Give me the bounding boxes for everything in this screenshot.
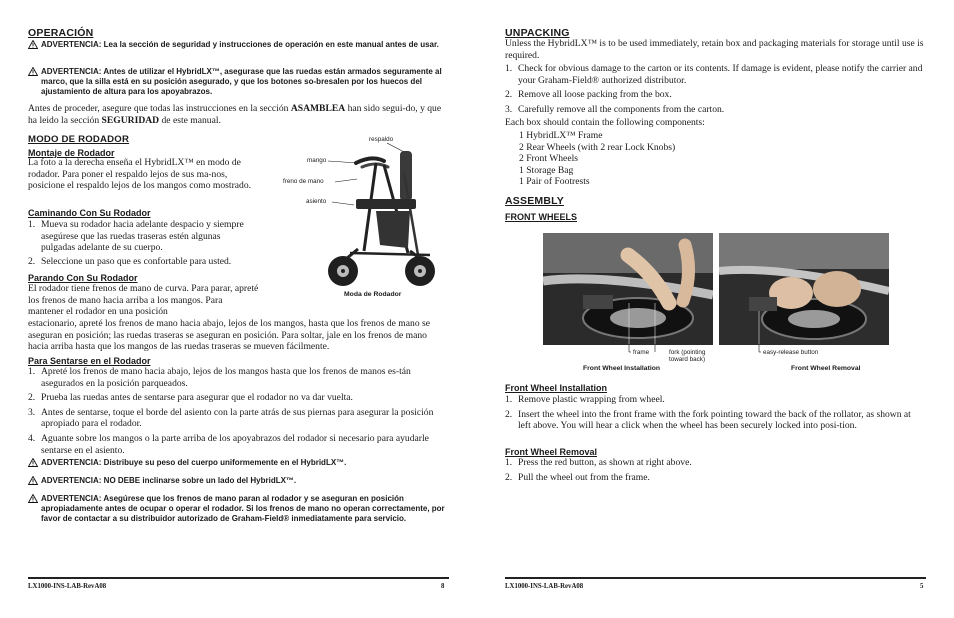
warning-1: ADVERTENCIA: Lea la sección de seguridad y instrucciones de operación en este manual antes de usar. bbox=[28, 40, 448, 50]
warning-2: ADVERTENCIA: Antes de utilizar el HybridLX™, asegurase que las ruedas están armados seguramente al marco, que la silla está en su posición asegurado, y que los botones so-bresalen por los huecos del ajustamiento de altura para los apoyabrazos. bbox=[28, 67, 448, 97]
list-item: 2. Remove all loose packing from the box. bbox=[505, 89, 672, 101]
footer-doc-id: LX1000-INS-LAB-RevA08 bbox=[28, 583, 107, 590]
parando-text-wide: estacionario, apreté los frenos de mano hacia abajo, lejos de los mangos, hasta que los frenos de mano se aseguran en posición; las ruedas traseras se aseguran en posición. Para soltar, jale en los frenos de mano hacia arriba hasta que los mangos de las ruedas traseras se mueven fácilmente. bbox=[28, 318, 431, 353]
list-item: 2. Prueba las ruedas antes de sentarse para asegurar que el rodador no va dar vuelta. bbox=[28, 392, 353, 404]
front-wheel-removal-photo bbox=[719, 233, 889, 345]
label-asiento: asiento bbox=[306, 198, 327, 205]
warning-5: ADVERTENCIA: Asegúrese que los frenos de mano paran al rodador y se aseguran en posición apropiadamente antes de ocupar o operar el rodador. Si los frenos de mano no operan correctamente, por favor de contactar a su distribuidor autorizado de Graham-Field® inmediatamente para servicio. bbox=[28, 494, 448, 524]
montaje-text: La foto a la derecha enseña el HybridLX™ en modo de rodador. Para poner el respaldo lejos de sus ma-nos, posicione el respaldo lejos de los mangos como mostrado. bbox=[28, 157, 252, 192]
list-item: 1. Remove plastic wrapping from wheel. bbox=[505, 394, 665, 405]
warning-triangle-icon bbox=[28, 476, 38, 485]
label-frame: frame bbox=[633, 349, 650, 356]
warning-triangle-icon bbox=[28, 494, 38, 503]
list-item: 2. Pull the wheel out from the frame. bbox=[505, 471, 650, 483]
label-mango: mango bbox=[307, 157, 327, 164]
list-item: 2. Seleccione un paso que es confortable para usted. bbox=[28, 255, 232, 267]
right-page bbox=[477, 0, 954, 618]
assembly-heading: ASSEMBLY bbox=[505, 195, 564, 207]
warning-triangle-icon bbox=[28, 67, 38, 76]
label-respaldo: respaldo bbox=[369, 136, 394, 143]
front-wheels-title: FRONT WHEELS bbox=[505, 212, 577, 222]
montaje-title: Montaje de Rodador bbox=[28, 148, 115, 158]
warning-triangle-icon bbox=[28, 40, 38, 49]
components-intro: Each box should contain the following components: bbox=[505, 117, 705, 128]
warning-triangle-icon bbox=[28, 458, 38, 467]
list-item: 1 Pair of Footrests bbox=[519, 176, 590, 188]
warning-4: ADVERTENCIA: NO DEBE inclinarse sobre un lado del HybridLX™. bbox=[28, 476, 448, 486]
list-item: 2 Front Wheels bbox=[519, 153, 578, 165]
sentarse-title: Para Sentarse en el Rodador bbox=[28, 356, 151, 366]
operacion-heading: OPERACIÓN bbox=[28, 27, 94, 39]
sentarse-list bbox=[28, 366, 448, 456]
label-release: easy-release button bbox=[763, 349, 819, 356]
caption-removal: Front Wheel Removal bbox=[791, 365, 861, 372]
warning-3: ADVERTENCIA: Distribuye su peso del cuerpo uniformemente en el HybridLX™. bbox=[28, 458, 448, 468]
rollator-image bbox=[280, 133, 450, 303]
unpacking-intro: Unless the HybridLX™ is to be used immediately, retain box and packaging materials for storage until use is required. bbox=[505, 38, 924, 61]
removal-list bbox=[505, 457, 925, 483]
rollator-caption: Moda de Rodador bbox=[344, 291, 402, 298]
footer-page-number: 5 bbox=[920, 583, 924, 590]
front-wheel-installation-photo bbox=[543, 233, 713, 345]
rodador-heading: MODO DE RODADOR bbox=[28, 134, 130, 145]
unpacking-heading: UNPACKING bbox=[505, 27, 570, 39]
label-fork: fork (pointing toward back) bbox=[669, 349, 706, 363]
list-item: 2. Insert the wheel into the front frame with the fork pointing toward the back of the rollator, as shown at left above. You will hear a click when the wheel has been securely locked into posi-tion. bbox=[505, 408, 911, 432]
caminando-list bbox=[28, 219, 256, 267]
caption-installation: Front Wheel Installation bbox=[583, 365, 661, 372]
install-title: Front Wheel Installation bbox=[505, 383, 608, 393]
footer-doc-id: LX1000-INS-LAB-RevA08 bbox=[505, 583, 584, 590]
list-item: 2 Rear Wheels (with 2 rear Lock Knobs) bbox=[519, 141, 676, 153]
unpacking-list bbox=[505, 63, 925, 115]
list-item: 1. Mueva su rodador hacia adelante despacio y siempre asegúrese que las ruedas traseras estén algunas pulgadas adelante de su cuerpo. bbox=[28, 219, 244, 254]
rollator-figure bbox=[280, 133, 450, 303]
list-item: 1. Press the red button, as shown at right above. bbox=[505, 457, 692, 468]
components-list bbox=[519, 130, 899, 188]
footer-rule bbox=[505, 577, 926, 579]
list-item: 1. Check for obvious damage to the carton or its contents. If damage is evident, please notify the carrier and your Graham-Field® authorized distributor. bbox=[505, 63, 923, 86]
parando-text-narrow: El rodador tiene frenos de mano de curva. Para parar, apreté los frenos de mano hacia arriba a los mangos. Para mantener el rodador en una posición bbox=[28, 283, 259, 318]
list-item: 1 HybridLX™ Frame bbox=[519, 130, 603, 141]
list-item: 1. Apreté los frenos de mano hacia abajo, lejos de los mangos hasta que los frenos de manos es-tán asegurados en la posición parqueados. bbox=[28, 366, 411, 389]
list-item: 3. Antes de sentarse, toque el borde del asiento con la parte atrás de sus piernas para asegurar la posición apropiado para el rodador. bbox=[28, 406, 434, 430]
list-item: 4. Aguante sobre los mangos o la parte arriba de los apoyabrazos del rodador si necesario para ayudarle sentarse en el asiento. bbox=[28, 432, 429, 456]
caminando-title: Caminando Con Su Rodador bbox=[28, 208, 151, 218]
list-item: 3. Carefully remove all the components from the carton. bbox=[505, 103, 725, 115]
label-freno: freno de mano bbox=[283, 178, 324, 185]
parando-title: Parando Con Su Rodador bbox=[28, 273, 138, 283]
removal-title: Front Wheel Removal bbox=[505, 447, 598, 457]
list-item: 1 Storage Bag bbox=[519, 164, 574, 176]
operacion-intro: Antes de proceder, asegure que todas las instrucciones en la sección ASAMBLEA han sido segui-do, y que ha leido la sección SEGURIDAD de este manual. bbox=[28, 103, 442, 126]
footer-page-number: 8 bbox=[441, 583, 445, 590]
footer-rule bbox=[28, 577, 449, 579]
install-list bbox=[505, 394, 925, 432]
